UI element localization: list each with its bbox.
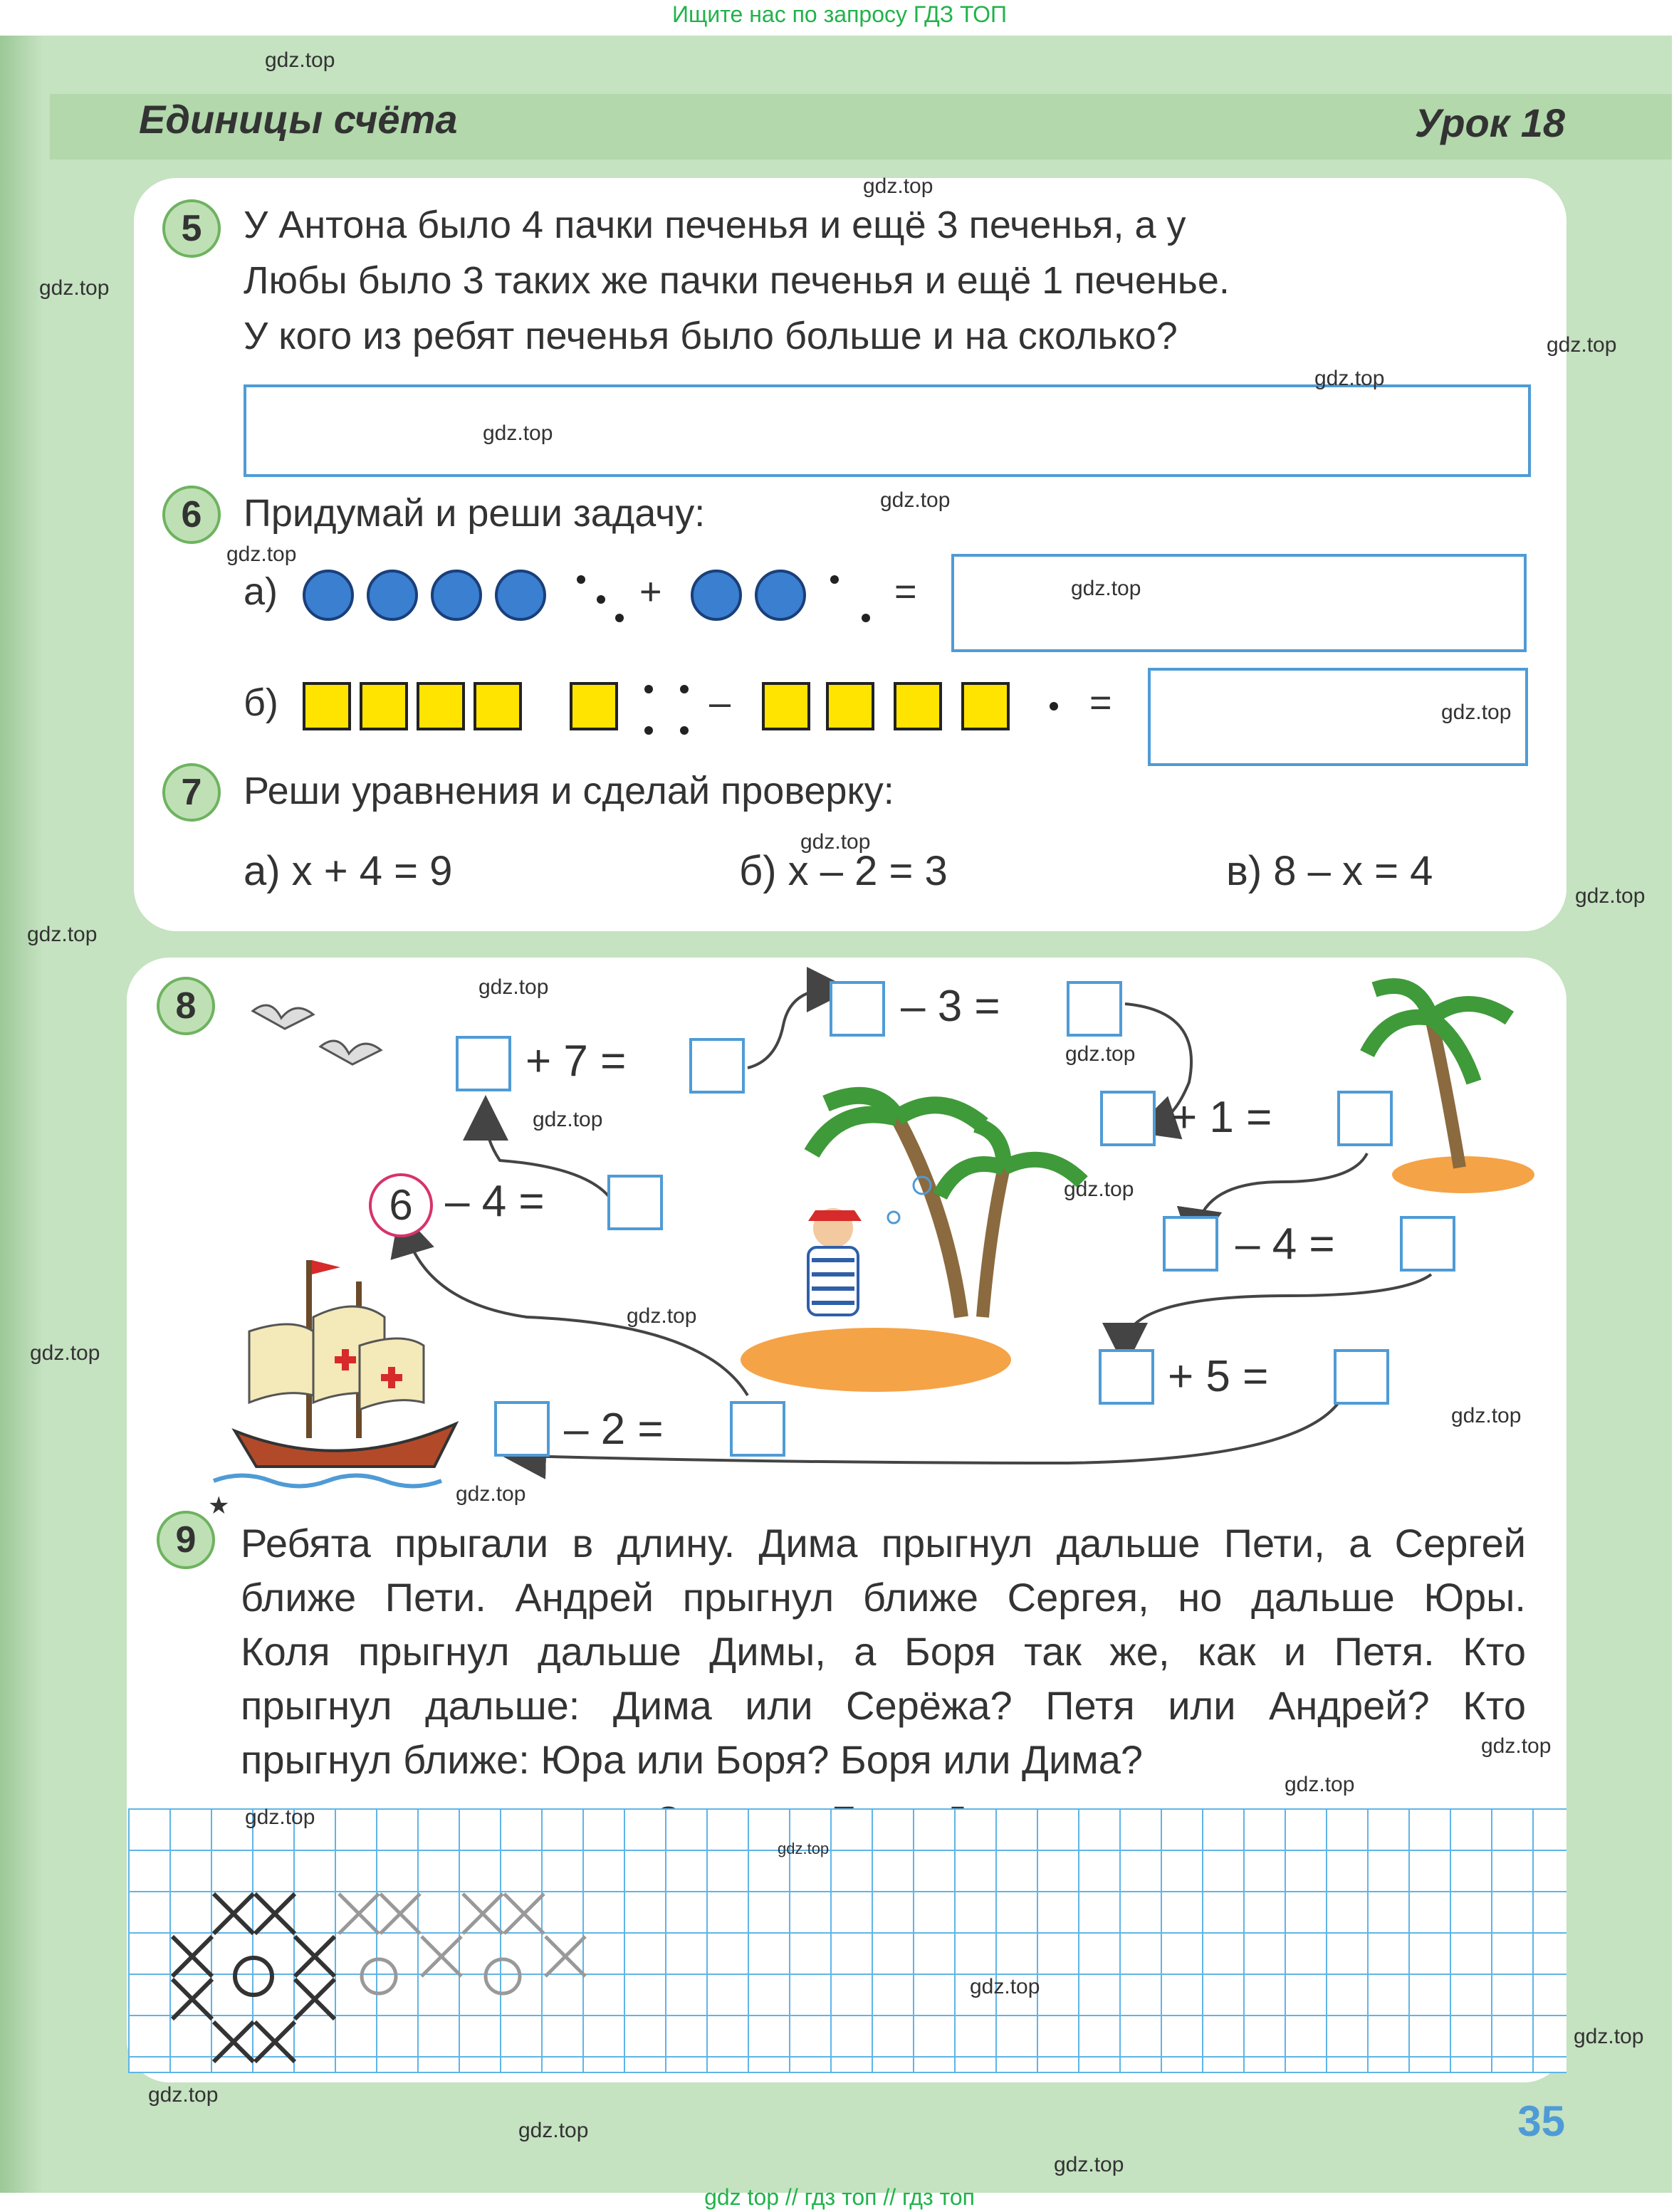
watermark: gdz.top xyxy=(1481,1734,1552,1758)
task-7-title: Реши уравнения и сделай проверку: xyxy=(244,770,894,812)
watermark: gdz.top xyxy=(265,48,335,72)
watermark: gdz.top xyxy=(1575,884,1646,908)
watermark: gdz.top xyxy=(1285,1773,1355,1796)
task-5-line-2: Любы было 3 таких же пачки печенья и ещё 1 печенье. xyxy=(244,259,1230,302)
task-8-op-minus4: – 4 = xyxy=(1235,1220,1335,1269)
task-9-line: прыгнул дальше: Дима или Серёжа? Петя или Андрей? Кто xyxy=(241,1683,1526,1728)
watermark: gdz.top xyxy=(226,542,297,566)
task-9-line: ближе Пети. Андрей прыгнул ближе Сергея, но дальше Юры. xyxy=(241,1575,1526,1620)
watermark: gdz.top xyxy=(1064,1178,1134,1201)
task-8-start-value: 6 xyxy=(369,1173,433,1237)
watermark: gdz.top xyxy=(1451,1404,1522,1427)
task-9-line: Ребята прыгали в длину. Дима прыгнул дальше Пети, а Сергей xyxy=(241,1521,1526,1566)
task-7-number: 7 xyxy=(162,763,221,822)
watermark: gdz.top xyxy=(970,1975,1040,1998)
task-9-number: 9 xyxy=(157,1511,215,1569)
watermark: gdz.top xyxy=(1054,2153,1124,2176)
watermark: gdz.top xyxy=(1441,701,1512,724)
task-9-line: Коля прыгнул дальше Димы, а Боря так же, как и Петя. Кто xyxy=(241,1629,1526,1674)
task-7-equation-c: в) 8 – x = 4 xyxy=(1226,848,1433,894)
task-6b-equals: = xyxy=(1089,681,1112,724)
watermark: gdz.top xyxy=(148,2083,219,2107)
page-number: 35 xyxy=(1517,2097,1565,2145)
watermark: gdz.top xyxy=(880,488,951,512)
task-8-op-minus2: – 2 = xyxy=(564,1405,664,1454)
lesson-label: Урок 18 xyxy=(1414,100,1565,145)
task-8-op-plus7: + 7 = xyxy=(525,1037,627,1086)
watermark: gdz.top xyxy=(533,1108,603,1131)
watermark: gdz.top xyxy=(1547,333,1617,357)
task-8-number: 8 xyxy=(157,977,215,1035)
watermark: gdz.top xyxy=(627,1304,697,1328)
task-6-number: 6 xyxy=(162,486,221,544)
task-8-op-plus1: + 1 = xyxy=(1171,1093,1272,1142)
watermark: gdz.top xyxy=(245,1805,315,1829)
task-6a-equals: = xyxy=(894,570,917,613)
watermark: gdz.top xyxy=(800,830,871,854)
watermark: gdz.top xyxy=(863,174,933,198)
watermark: gdz.top xyxy=(478,975,549,999)
watermark: gdz.top xyxy=(1071,577,1141,600)
watermark: gdz.top xyxy=(778,1840,830,1857)
page-title: Единицы счёта xyxy=(139,97,458,142)
watermark: gdz.top xyxy=(39,276,110,300)
star-icon: ★ xyxy=(208,1492,230,1519)
task-6a-label: а) xyxy=(244,570,278,613)
watermark: gdz.top xyxy=(518,2119,589,2142)
task-5-line-1: У Антона было 4 пачки печенья и ещё 3 печенья, а у xyxy=(244,204,1186,246)
task-6a-plus: + xyxy=(639,570,662,613)
watermark: gdz.top xyxy=(1065,1042,1136,1066)
task-6b-label: б) xyxy=(244,681,278,724)
task-7-equation-b: б) x – 2 = 3 xyxy=(739,848,948,894)
task-7-equation-a: а) x + 4 = 9 xyxy=(244,848,453,894)
watermark: gdz.top xyxy=(1314,367,1385,390)
task-9-line: прыгнул ближе: Юра или Боря? Боря или Дима? xyxy=(241,1737,1144,1782)
watermark: gdz.top xyxy=(27,923,98,946)
task-5-line-3: У кого из ребят печенья было больше и на сколько? xyxy=(244,315,1178,357)
task-5-number: 5 xyxy=(162,199,221,258)
watermark: gdz.top xyxy=(1574,2025,1644,2048)
task-6b-minus: – xyxy=(709,681,731,724)
watermark: gdz.top xyxy=(456,1482,526,1506)
top-banner[interactable]: Ищите нас по запросу ГДЗ ТОП xyxy=(672,1,1007,27)
watermark: gdz.top xyxy=(30,1341,100,1365)
task-8-op-minus3: – 3 = xyxy=(901,982,1000,1031)
task-8-op-minus4-start: – 4 = xyxy=(445,1177,545,1226)
watermark: gdz.top xyxy=(483,421,553,445)
task-6-title: Придумай и реши задачу: xyxy=(244,492,706,535)
task-8-op-plus5: + 5 = xyxy=(1168,1352,1269,1401)
bottom-banner[interactable]: gdz top // гдз топ // гдз топ xyxy=(704,2184,975,2210)
